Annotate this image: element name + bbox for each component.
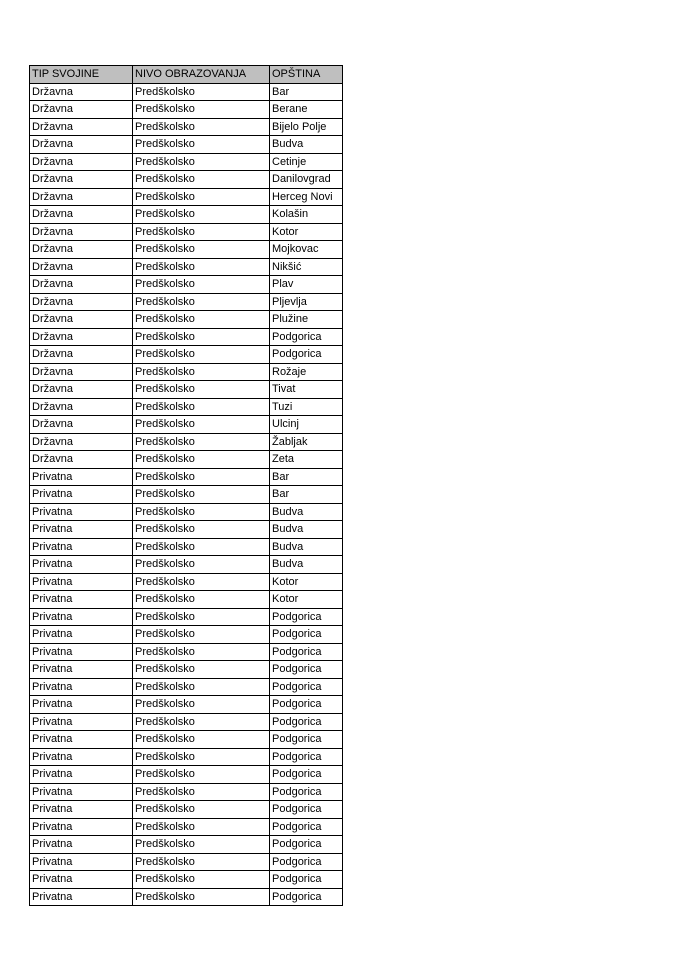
- cell-opstina: Budva: [270, 538, 343, 556]
- cell-tip-svojine: Privatna: [30, 521, 133, 539]
- cell-opstina: Kotor: [270, 591, 343, 609]
- cell-nivo-obrazovanja: Predškolsko: [133, 626, 270, 644]
- cell-opstina: Bar: [270, 83, 343, 101]
- cell-tip-svojine: Državna: [30, 311, 133, 329]
- cell-opstina: Podgorica: [270, 661, 343, 679]
- cell-nivo-obrazovanja: Predškolsko: [133, 118, 270, 136]
- cell-opstina: Podgorica: [270, 731, 343, 749]
- cell-nivo-obrazovanja: Predškolsko: [133, 433, 270, 451]
- table-row: [30, 136, 343, 154]
- table-row: [30, 398, 343, 416]
- cell-tip-svojine: Državna: [30, 346, 133, 364]
- cell-tip-svojine: Državna: [30, 171, 133, 189]
- cell-nivo-obrazovanja: Predškolsko: [133, 696, 270, 714]
- cell-tip-svojine: Državna: [30, 381, 133, 399]
- table-row: [30, 311, 343, 329]
- cell-tip-svojine: Privatna: [30, 573, 133, 591]
- table-row: [30, 83, 343, 101]
- cell-tip-svojine: Privatna: [30, 748, 133, 766]
- cell-tip-svojine: Privatna: [30, 608, 133, 626]
- cell-opstina: Podgorica: [270, 766, 343, 784]
- cell-opstina: Podgorica: [270, 783, 343, 801]
- cell-opstina: Rožaje: [270, 363, 343, 381]
- cell-tip-svojine: Privatna: [30, 678, 133, 696]
- cell-nivo-obrazovanja: Predškolsko: [133, 101, 270, 119]
- cell-tip-svojine: Privatna: [30, 661, 133, 679]
- spreadsheet: [29, 65, 343, 906]
- cell-tip-svojine: Državna: [30, 101, 133, 119]
- cell-nivo-obrazovanja: Predškolsko: [133, 521, 270, 539]
- cell-tip-svojine: Privatna: [30, 626, 133, 644]
- table-row: [30, 468, 343, 486]
- cell-tip-svojine: Državna: [30, 451, 133, 469]
- cell-opstina: Podgorica: [270, 643, 343, 661]
- cell-nivo-obrazovanja: Predškolsko: [133, 468, 270, 486]
- cell-opstina: Podgorica: [270, 346, 343, 364]
- cell-tip-svojine: Državna: [30, 223, 133, 241]
- cell-tip-svojine: Privatna: [30, 818, 133, 836]
- header-cell-nivo-obrazovanja: NIVO OBRAZOVANJA: [133, 66, 270, 84]
- cell-tip-svojine: Privatna: [30, 888, 133, 906]
- cell-nivo-obrazovanja: Predškolsko: [133, 888, 270, 906]
- table-row: [30, 853, 343, 871]
- cell-nivo-obrazovanja: Predškolsko: [133, 363, 270, 381]
- cell-tip-svojine: Privatna: [30, 766, 133, 784]
- table-row: [30, 381, 343, 399]
- cell-tip-svojine: Privatna: [30, 486, 133, 504]
- cell-opstina: Podgorica: [270, 626, 343, 644]
- cell-opstina: Žabljak: [270, 433, 343, 451]
- cell-nivo-obrazovanja: Predškolsko: [133, 643, 270, 661]
- cell-tip-svojine: Državna: [30, 258, 133, 276]
- cell-nivo-obrazovanja: Predškolsko: [133, 311, 270, 329]
- cell-opstina: Mojkovac: [270, 241, 343, 259]
- table-row: [30, 433, 343, 451]
- cell-nivo-obrazovanja: Predškolsko: [133, 206, 270, 224]
- cell-nivo-obrazovanja: Predškolsko: [133, 678, 270, 696]
- cell-tip-svojine: Privatna: [30, 836, 133, 854]
- cell-nivo-obrazovanja: Predškolsko: [133, 451, 270, 469]
- cell-nivo-obrazovanja: Predškolsko: [133, 766, 270, 784]
- table-row: [30, 871, 343, 889]
- cell-opstina: Cetinje: [270, 153, 343, 171]
- table-row: [30, 101, 343, 119]
- cell-nivo-obrazovanja: Predškolsko: [133, 801, 270, 819]
- cell-tip-svojine: Državna: [30, 83, 133, 101]
- cell-nivo-obrazovanja: Predškolsko: [133, 573, 270, 591]
- cell-tip-svojine: Privatna: [30, 643, 133, 661]
- cell-tip-svojine: Privatna: [30, 556, 133, 574]
- cell-tip-svojine: Državna: [30, 416, 133, 434]
- table-row: [30, 276, 343, 294]
- cell-nivo-obrazovanja: Predškolsko: [133, 223, 270, 241]
- cell-nivo-obrazovanja: Predškolsko: [133, 591, 270, 609]
- cell-tip-svojine: Privatna: [30, 871, 133, 889]
- cell-opstina: Zeta: [270, 451, 343, 469]
- cell-tip-svojine: Državna: [30, 118, 133, 136]
- cell-tip-svojine: Državna: [30, 276, 133, 294]
- cell-tip-svojine: Državna: [30, 188, 133, 206]
- cell-opstina: Ulcinj: [270, 416, 343, 434]
- table-row: [30, 836, 343, 854]
- cell-nivo-obrazovanja: Predškolsko: [133, 486, 270, 504]
- cell-opstina: Berane: [270, 101, 343, 119]
- cell-opstina: Bar: [270, 468, 343, 486]
- table-row: [30, 696, 343, 714]
- table-row: [30, 188, 343, 206]
- cell-opstina: Budva: [270, 136, 343, 154]
- cell-nivo-obrazovanja: Predškolsko: [133, 748, 270, 766]
- cell-opstina: Bijelo Polje: [270, 118, 343, 136]
- cell-opstina: Tuzi: [270, 398, 343, 416]
- cell-opstina: Podgorica: [270, 748, 343, 766]
- cell-opstina: Podgorica: [270, 696, 343, 714]
- table-row: [30, 888, 343, 906]
- cell-opstina: Plav: [270, 276, 343, 294]
- cell-nivo-obrazovanja: Predškolsko: [133, 258, 270, 276]
- cell-opstina: Bar: [270, 486, 343, 504]
- cell-opstina: Pljevlja: [270, 293, 343, 311]
- cell-opstina: Herceg Novi: [270, 188, 343, 206]
- cell-nivo-obrazovanja: Predškolsko: [133, 871, 270, 889]
- cell-tip-svojine: Državna: [30, 136, 133, 154]
- table-row: [30, 416, 343, 434]
- cell-tip-svojine: Državna: [30, 293, 133, 311]
- cell-tip-svojine: Državna: [30, 206, 133, 224]
- cell-nivo-obrazovanja: Predškolsko: [133, 83, 270, 101]
- cell-nivo-obrazovanja: Predškolsko: [133, 661, 270, 679]
- table-row: [30, 678, 343, 696]
- cell-opstina: Tivat: [270, 381, 343, 399]
- cell-opstina: Kotor: [270, 573, 343, 591]
- cell-nivo-obrazovanja: Predškolsko: [133, 171, 270, 189]
- header-row: [30, 66, 343, 84]
- table-row: [30, 293, 343, 311]
- cell-tip-svojine: Privatna: [30, 696, 133, 714]
- cell-nivo-obrazovanja: Predškolsko: [133, 608, 270, 626]
- cell-nivo-obrazovanja: Predškolsko: [133, 853, 270, 871]
- cell-tip-svojine: Privatna: [30, 731, 133, 749]
- table-row: [30, 661, 343, 679]
- cell-nivo-obrazovanja: Predškolsko: [133, 503, 270, 521]
- table-row: [30, 748, 343, 766]
- table-row: [30, 346, 343, 364]
- table-row: [30, 713, 343, 731]
- cell-nivo-obrazovanja: Predškolsko: [133, 713, 270, 731]
- cell-opstina: Podgorica: [270, 888, 343, 906]
- cell-opstina: Podgorica: [270, 328, 343, 346]
- cell-tip-svojine: Privatna: [30, 713, 133, 731]
- cell-nivo-obrazovanja: Predškolsko: [133, 293, 270, 311]
- cell-opstina: Budva: [270, 556, 343, 574]
- cell-nivo-obrazovanja: Predškolsko: [133, 153, 270, 171]
- cell-opstina: Podgorica: [270, 836, 343, 854]
- cell-nivo-obrazovanja: Predškolsko: [133, 346, 270, 364]
- cell-tip-svojine: Državna: [30, 433, 133, 451]
- cell-nivo-obrazovanja: Predškolsko: [133, 538, 270, 556]
- cell-opstina: Podgorica: [270, 871, 343, 889]
- table-row: [30, 118, 343, 136]
- cell-opstina: Plužine: [270, 311, 343, 329]
- table-row: [30, 766, 343, 784]
- cell-opstina: Podgorica: [270, 801, 343, 819]
- cell-tip-svojine: Privatna: [30, 783, 133, 801]
- table-row: [30, 591, 343, 609]
- table-row: [30, 608, 343, 626]
- table-row: [30, 626, 343, 644]
- cell-nivo-obrazovanja: Predškolsko: [133, 398, 270, 416]
- cell-nivo-obrazovanja: Predškolsko: [133, 188, 270, 206]
- table-row: [30, 223, 343, 241]
- cell-opstina: Podgorica: [270, 608, 343, 626]
- table-row: [30, 573, 343, 591]
- cell-nivo-obrazovanja: Predškolsko: [133, 276, 270, 294]
- table-row: [30, 556, 343, 574]
- cell-opstina: Podgorica: [270, 713, 343, 731]
- cell-tip-svojine: Državna: [30, 328, 133, 346]
- cell-opstina: Kotor: [270, 223, 343, 241]
- cell-opstina: Kolašin: [270, 206, 343, 224]
- header-cell-opstina: OPŠTINA: [270, 66, 343, 84]
- table-body: [30, 83, 343, 906]
- cell-tip-svojine: Državna: [30, 153, 133, 171]
- table-row: [30, 451, 343, 469]
- cell-tip-svojine: Državna: [30, 241, 133, 259]
- cell-opstina: Budva: [270, 503, 343, 521]
- cell-opstina: Nikšić: [270, 258, 343, 276]
- cell-nivo-obrazovanja: Predškolsko: [133, 556, 270, 574]
- table-row: [30, 328, 343, 346]
- cell-opstina: Podgorica: [270, 818, 343, 836]
- cell-nivo-obrazovanja: Predškolsko: [133, 136, 270, 154]
- table-row: [30, 521, 343, 539]
- cell-nivo-obrazovanja: Predškolsko: [133, 836, 270, 854]
- table-row: [30, 643, 343, 661]
- cell-opstina: Podgorica: [270, 853, 343, 871]
- cell-tip-svojine: Privatna: [30, 853, 133, 871]
- cell-nivo-obrazovanja: Predškolsko: [133, 818, 270, 836]
- cell-nivo-obrazovanja: Predškolsko: [133, 416, 270, 434]
- table-row: [30, 801, 343, 819]
- header-cell-tip-svojine: TIP SVOJINE: [30, 66, 133, 84]
- cell-tip-svojine: Državna: [30, 398, 133, 416]
- table-row: [30, 818, 343, 836]
- table-row: [30, 153, 343, 171]
- table-row: [30, 241, 343, 259]
- cell-tip-svojine: Privatna: [30, 538, 133, 556]
- cell-nivo-obrazovanja: Predškolsko: [133, 241, 270, 259]
- cell-nivo-obrazovanja: Predškolsko: [133, 381, 270, 399]
- cell-tip-svojine: Privatna: [30, 591, 133, 609]
- cell-nivo-obrazovanja: Predškolsko: [133, 731, 270, 749]
- table-row: [30, 486, 343, 504]
- cell-tip-svojine: Privatna: [30, 503, 133, 521]
- cell-tip-svojine: Privatna: [30, 801, 133, 819]
- table-row: [30, 171, 343, 189]
- institutions-table: [29, 65, 343, 906]
- table-row: [30, 363, 343, 381]
- cell-opstina: Danilovgrad: [270, 171, 343, 189]
- table-row: [30, 503, 343, 521]
- cell-tip-svojine: Državna: [30, 363, 133, 381]
- table-row: [30, 538, 343, 556]
- cell-nivo-obrazovanja: Predškolsko: [133, 783, 270, 801]
- cell-opstina: Budva: [270, 521, 343, 539]
- table-row: [30, 206, 343, 224]
- cell-opstina: Podgorica: [270, 678, 343, 696]
- table-row: [30, 783, 343, 801]
- table-row: [30, 731, 343, 749]
- cell-nivo-obrazovanja: Predškolsko: [133, 328, 270, 346]
- cell-tip-svojine: Privatna: [30, 468, 133, 486]
- table-row: [30, 258, 343, 276]
